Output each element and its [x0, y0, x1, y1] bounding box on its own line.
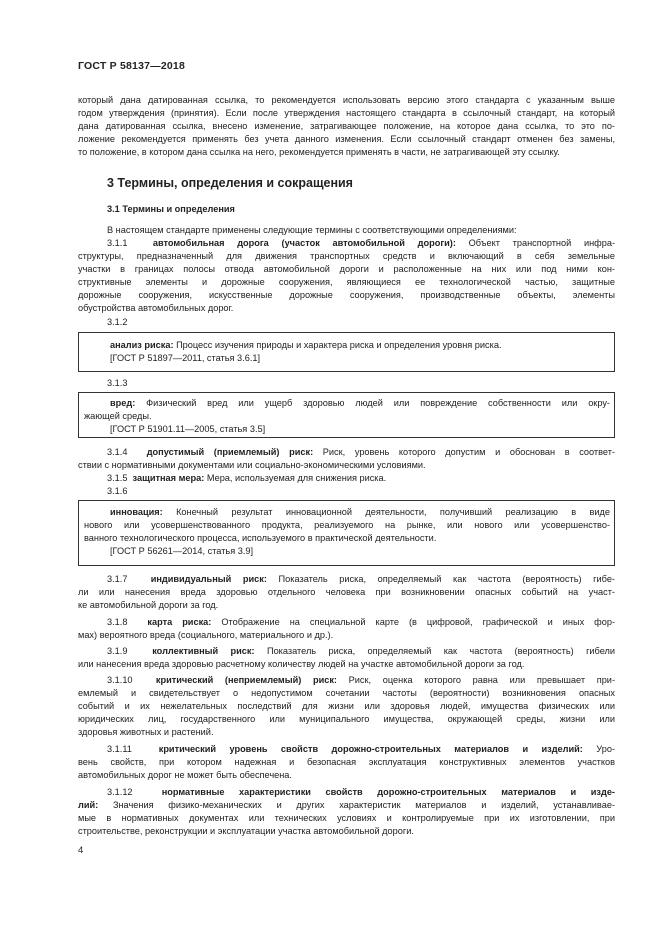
- term-definition: Значения физико-механических и других характеристик материалов и изделий, устанавливае-: [112, 800, 615, 810]
- term-3-1-10-line: [107, 674, 615, 687]
- term-3-1-1-line: структуры, предназначенный для движения транспортных средств и включающий в себя земельные: [78, 251, 615, 261]
- term-number: 3.1.4: [107, 447, 128, 457]
- term-number: 3.1.3: [107, 378, 128, 388]
- term-definition: Показатель риска, определяемый как частота (вероятность) гибели: [266, 646, 615, 656]
- term-number: 3.1.9: [107, 646, 128, 656]
- term-3-1-7-line: ке автомобильной дороги за год.: [78, 600, 219, 610]
- term-definition: Конечный результат инновационной деятельности, получивший реализацию в виде: [176, 507, 610, 517]
- term-source: [ГОСТ Р 56261—2014, статья 3.9]: [110, 546, 254, 556]
- term-source: [ГОСТ Р 51901.11—2005, статья 3.5]: [110, 424, 266, 434]
- term-3-1-5-line: [107, 472, 615, 485]
- page-number: 4: [78, 845, 84, 856]
- term-3-1-7-line: ли или нанесения вреда здоровью отдельного человека при возникновении опасных событий на участ-: [78, 587, 615, 597]
- term-3-1-1-line: дорожные сооружения, искусственные дорожные сооружения, производственные объекты, элементы: [78, 290, 615, 300]
- term-name: допустимый (приемлемый) риск:: [146, 447, 314, 457]
- term-3-1-11-line: автомобильных дорог не может быть обеспечена.: [78, 770, 292, 780]
- term-3-1-7-line: [107, 573, 615, 586]
- term-3-1-12-line: [78, 799, 615, 812]
- term-3-1-2-line: [110, 339, 610, 352]
- term-definition: Процесс изучения природы и характера риска и определения уровня риска.: [176, 340, 502, 350]
- term-3-1-6-line: нового или усовершенствованного продукта, реализуемого на рынке, или нового или усовершенство-: [84, 520, 610, 530]
- term-3-1-4-line: ствии с нормативными документами или социально-экономическими условиями.: [78, 460, 426, 470]
- term-definition: Отображение на специальной карте (в цифровой, графической и иных фор-: [221, 617, 615, 627]
- intro-line: дана датированная ссылка, внесено изменение, затрагивающее положение, на которое дана ссылка, то это по-: [78, 121, 615, 131]
- term-name: карта риска:: [147, 617, 212, 627]
- term-number: 3.1.11: [107, 744, 132, 754]
- intro-line: ложение рекомендуется применять без учета данного изменения. Если ссылочный стандарт отменен без замены,: [78, 134, 615, 144]
- term-name: коллективный риск:: [152, 646, 255, 656]
- term-3-1-4-line: [107, 446, 615, 459]
- term-source: [ГОСТ Р 51897—2011, статья 3.6.1]: [110, 353, 261, 363]
- term-3-1-1-line: участки в границах полосы отвода автомобильной дороги и расположенные на них или под ними кон-: [78, 264, 615, 274]
- term-name: вред:: [110, 398, 136, 408]
- term-definition: Показатель риска, определяемый как частота (вероятность) гибе-: [278, 574, 615, 584]
- term-3-1-8-line: мах) вероятного вреда (социального, материального и др.).: [78, 630, 334, 640]
- lead-text: В настоящем стандарте применены следующие термины с соответствующими определениями:: [107, 225, 517, 235]
- term-name: нормативные характеристики свойств дорожно-строительных материалов и изде-: [161, 787, 615, 797]
- term-3-1-1-line: [107, 237, 615, 250]
- term-3-1-10-line: юридических лиц, государственного или муниципального имущества, окружающей среды, жизни или: [78, 714, 615, 724]
- term-definition: Мера, используемая для снижения риска.: [206, 473, 387, 483]
- term-number: 3.1.6: [107, 486, 128, 496]
- term-3-1-6-line: ванного технологического процесса, используемого в практической деятельности.: [84, 533, 437, 543]
- term-name: критический (неприемлемый) риск:: [155, 675, 337, 685]
- term-3-1-11-line: [107, 743, 615, 756]
- term-number: 3.1.5: [107, 473, 128, 483]
- term-number: 3.1.12: [107, 787, 133, 797]
- term-3-1-1-line: структивные элементы и дорожные сооружения, являющиеся ее технологической частью, защитные: [78, 277, 615, 287]
- term-3-1-3-line: жающей среды.: [84, 411, 152, 421]
- term-3-1-9-line: [107, 645, 615, 658]
- term-name: критический уровень свойств дорожно-строительных материалов и изделий:: [158, 744, 583, 754]
- term-name: защитная мера:: [132, 473, 205, 483]
- term-number: 3.1.7: [107, 574, 128, 584]
- term-name: индивидуальный риск:: [150, 574, 267, 584]
- intro-line: годом утверждения (принятия). Если после утверждения настоящего стандарта в ссылочный стандарт, на который: [78, 108, 615, 118]
- term-name: анализ риска:: [110, 340, 174, 350]
- term-3-1-9-line: или нанесения вреда здоровью расчетному количеству людей на участке автомобильной дороги за год.: [78, 659, 525, 669]
- term-definition: Риск, уровень которого допустим и обоснован в соответ-: [322, 447, 615, 457]
- term-definition: Уро-: [596, 744, 615, 754]
- term-3-1-11-line: вень свойств, при котором надежная и безопасная эксплуатация конструктивных элементов участков: [78, 757, 615, 767]
- term-3-1-12-line: мые в нормативных документах или технических условиях и контролируемые при их изготовлении, при: [78, 813, 615, 823]
- section-title: 3 Термины, определения и сокращения: [107, 176, 353, 190]
- term-3-1-10-line: емлемый и свидетельствует о недопустимом сочетании частоты (вероятности) возникновения опасных: [78, 688, 615, 698]
- term-3-1-10-line: здоровья животных и растений.: [78, 727, 214, 737]
- page-header: ГОСТ Р 58137—2018: [78, 60, 186, 72]
- term-definition: Объект транспортной инфра-: [468, 238, 615, 248]
- term-3-1-12-line: строительстве, реконструкции и эксплуатации участка автомобильной дороги.: [78, 826, 414, 836]
- term-name-cont: лий:: [78, 800, 99, 810]
- term-3-1-1-line: обустройства автомобильных дорог.: [78, 303, 234, 313]
- term-3-1-6-line: [110, 506, 610, 519]
- term-number: 3.1.10: [107, 675, 133, 685]
- term-3-1-3-line: [110, 397, 610, 410]
- term-number: 3.1.2: [107, 317, 128, 327]
- term-definition: Физический вред или ущерб здоровью людей или повреждение собственности или окру-: [146, 398, 610, 408]
- term-3-1-10-line: событий и их нежелательных последствий для жизни или здоровья людей, имущества физических или: [78, 701, 615, 711]
- intro-line: то положение, в котором дана ссылка на него, рекомендуется применять в части, не затрагивающей эту ссылку.: [78, 147, 560, 157]
- term-name: автомобильная дорога (участок автомобильной дороги):: [152, 238, 456, 248]
- term-3-1-8-line: [107, 616, 615, 629]
- term-number: 3.1.1: [107, 238, 128, 248]
- term-name: инновация:: [110, 507, 163, 517]
- term-definition: Риск, оценка которого равна или превышает при-: [348, 675, 615, 685]
- subsection-title: 3.1 Термины и определения: [107, 204, 235, 214]
- term-number: 3.1.8: [107, 617, 128, 627]
- term-3-1-12-line: [107, 786, 615, 799]
- intro-line: который дана датированная ссылка, то рекомендуется использовать версию этого стандарта с указанным выше: [78, 95, 615, 105]
